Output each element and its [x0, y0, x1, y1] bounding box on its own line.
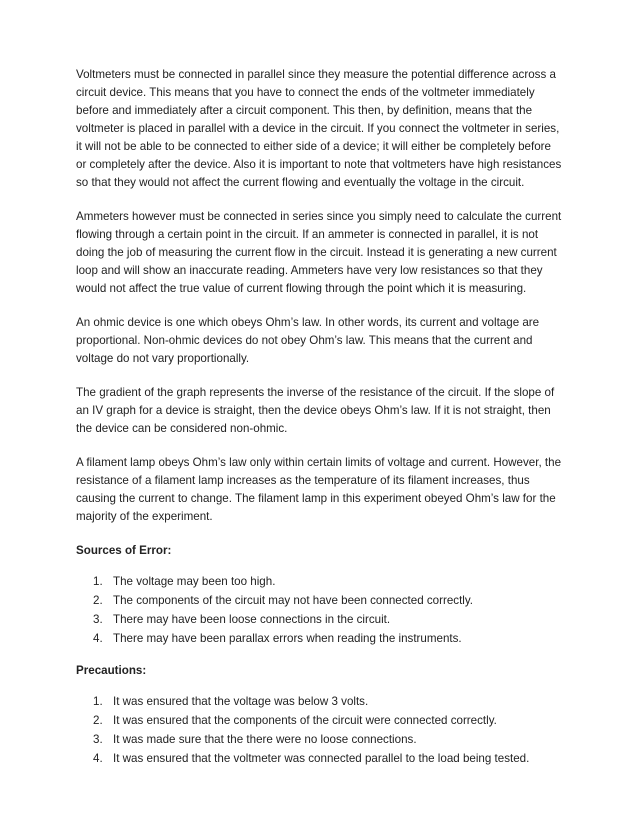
- list-item-number: 4.: [93, 632, 103, 645]
- list-item-text: It was made sure that the there were no loose connections.: [113, 733, 417, 746]
- list-item: [76, 711, 562, 730]
- paragraph-ammeters: Ammeters however must be connected in series since you simply need to calculate the current flowing through a certain point in the circuit. If an ammeter is connected in parallel, it is not doing the job of measuring the current flow in the circuit. Instead it is generating a new current loop and will show an inaccurate reading. Ammeters have very low resistances so that they would not affect the true value of current flowing through the point which it is measuring.: [76, 210, 562, 295]
- list-item-text: The voltage may been too high.: [113, 575, 276, 588]
- list-item-text: There may have been parallax errors when reading the instruments.: [113, 632, 462, 645]
- document-page: [76, 66, 562, 782]
- precautions-list: [76, 692, 562, 768]
- list-item-number: 4.: [93, 752, 103, 765]
- list-item-text: It was ensured that the voltage was below 3 volts.: [113, 695, 369, 708]
- list-item: [76, 572, 562, 591]
- paragraph-filament-lamp: A filament lamp obeys Ohm’s law only within certain limits of voltage and current. However, the resistance of a filament lamp increases as the temperature of its filament increases, thus causing the current to change. The filament lamp in this experiment obeyed Ohm’s law for the majority of the experiment.: [76, 456, 562, 523]
- list-item: [76, 629, 562, 648]
- list-item-number: 3.: [93, 733, 103, 746]
- list-item-number: 1.: [93, 575, 103, 588]
- list-item: [76, 749, 562, 768]
- paragraph-ohmic-device: An ohmic device is one which obeys Ohm’s law. In other words, its current and voltage are proportional. Non-ohmic devices do not obey Ohm’s law. This means that the current and voltage do not vary proportionally.: [76, 316, 540, 365]
- paragraph-gradient: The gradient of the graph represents the inverse of the resistance of the circuit. If the slope of an IV graph for a device is straight, then the device obeys Ohm’s law. If it is not straight, then the device can be considered non-ohmic.: [76, 386, 555, 435]
- list-item: [76, 730, 562, 749]
- list-item-text: There may have been loose connections in the circuit.: [113, 613, 391, 626]
- precautions-heading: Precautions:: [76, 664, 147, 677]
- list-item-text: It was ensured that the components of the circuit were connected correctly.: [113, 714, 497, 727]
- list-item: [76, 591, 562, 610]
- sources-of-error-heading: Sources of Error:: [76, 544, 172, 557]
- paragraph-voltmeters: Voltmeters must be connected in parallel since they measure the potential difference across a circuit device. This means that you have to connect the ends of the voltmeter immediately before and immediately after a circuit component. This then, by definition, means that the voltmeter is placed in parallel with a device in the circuit. If you connect the voltmeter in series, it will not be able to be connected to either side of a device; it will either be completely before or completely after the device. Also it is important to note that voltmeters have high resistances so that they would not affect the current flowing and eventually the voltage in the circuit.: [76, 68, 562, 189]
- list-item-number: 2.: [93, 714, 103, 727]
- list-item-text: The components of the circuit may not have been connected correctly.: [113, 594, 474, 607]
- list-item: [76, 610, 562, 629]
- list-item-text: It was ensured that the voltmeter was connected parallel to the load being tested.: [113, 752, 530, 765]
- sources-of-error-list: [76, 572, 562, 648]
- list-item-number: 2.: [93, 594, 103, 607]
- list-item-number: 1.: [93, 695, 103, 708]
- list-item-number: 3.: [93, 613, 103, 626]
- list-item: [76, 692, 562, 711]
